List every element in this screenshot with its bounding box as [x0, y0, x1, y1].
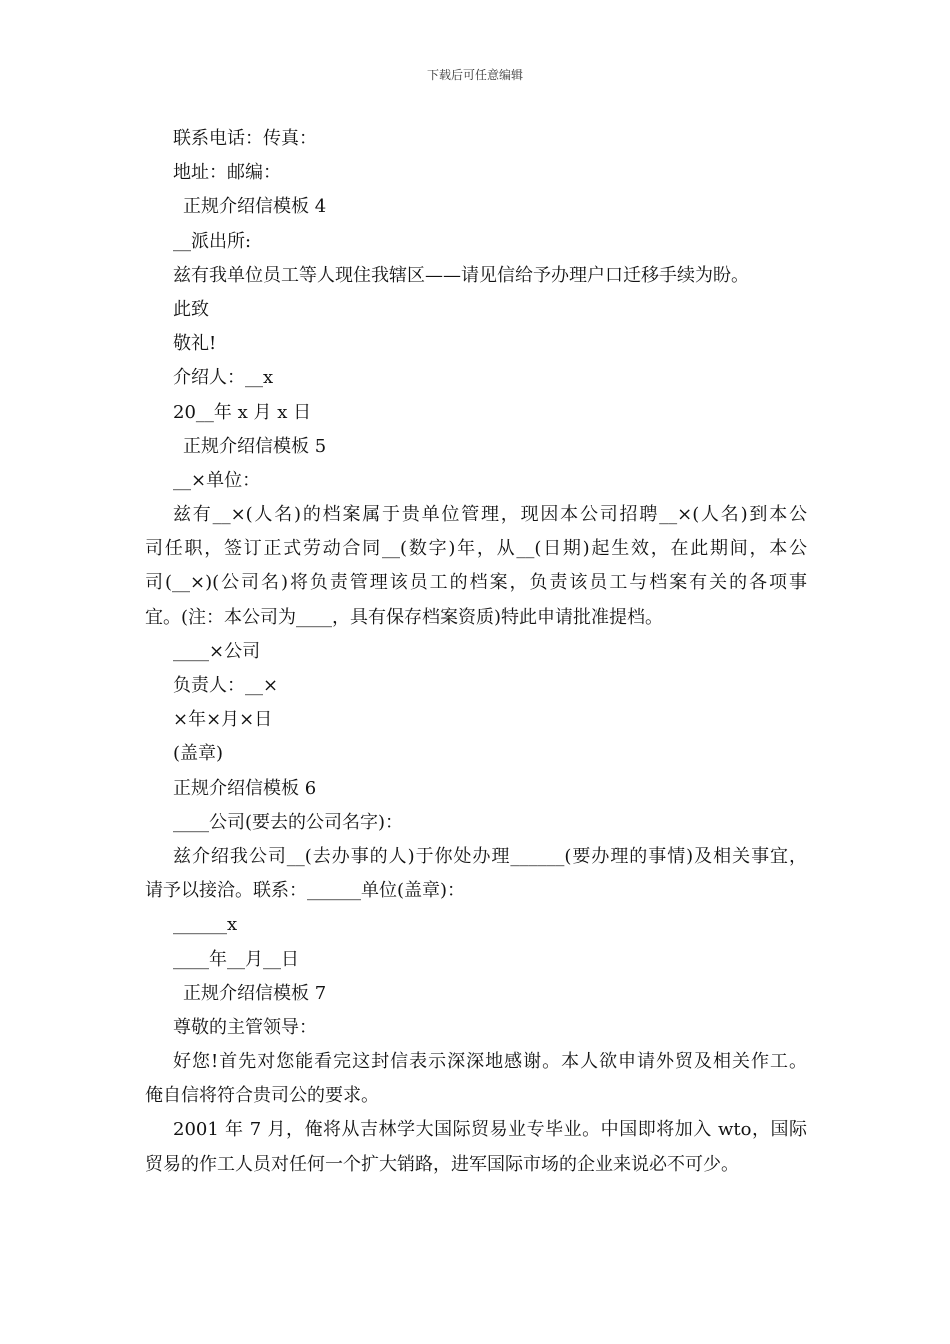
date-blank-line: ____年__月__日 [173, 948, 299, 970]
contact-phone-fax-line: 联系电话：传真： [173, 128, 317, 149]
template-7-heading: 正规介绍信模板 7 [183, 982, 327, 1004]
responsible-person-line: 负责人：__× [173, 675, 279, 696]
page-header: 下载后可任意编辑 [426, 68, 523, 82]
company-signature: ____×公司 [173, 640, 261, 662]
police-station-salutation: __派出所: [173, 230, 252, 252]
template-4-heading: 正规介绍信模板 4 [183, 196, 327, 218]
template-5-body-line-1: 兹有__×(人名)的档案属于贵单位管理，现因本公司招聘__×(人名)到本公 [173, 504, 807, 526]
signature-blank: ______x [173, 914, 238, 936]
template-5-body-line-3: 司(__×)(公司名)将负责管理该员工的档案，负责该员工与档案有关的各项事 [145, 572, 807, 594]
seal-line: (盖章) [173, 743, 224, 765]
template-5-body-line-2: 司任职，签订正式劳动合同__(数字)年，从__(日期)起生效，在此期间，本公 [145, 538, 807, 560]
document-body [145, 122, 807, 1182]
template-7-para-2-line-1: 2001 年 7 月，俺将从吉林学大国际贸易业专毕业。中国即将加入 wto，国际 [173, 1119, 807, 1141]
closing-cizhi: 此致 [173, 298, 209, 320]
date-line-2: ×年×月×日 [173, 709, 273, 731]
closing-jingli: 敬礼! [173, 333, 217, 355]
template-6-body-line-1: 兹介绍我公司__(去办事的人)于你处办理______(要办理的事情)及相关事宜， [173, 845, 807, 867]
template-5-heading: 正规介绍信模板 5 [183, 435, 327, 457]
template-6-heading: 正规介绍信模板 6 [173, 777, 317, 799]
template-5-body-line-4: 宜。(注：本公司为____，具有保存档案资质)特此申请批准提档。 [145, 606, 664, 628]
template-7-para-2-line-2: 贸易的作工人员对任何一个扩大销路，进军国际市场的企业来说必不可少。 [145, 1153, 739, 1175]
date-line: 20__年 x 月 x 日 [173, 401, 312, 423]
supervisor-salutation: 尊敬的主管领导： [173, 1016, 317, 1038]
introducer-line: 介绍人：__x [173, 367, 274, 389]
company-salutation: ____公司(要去的公司名字)： [173, 811, 404, 833]
address-postcode-line: 地址：邮编： [173, 162, 281, 184]
template-7-para-1-line-2: 俺自信将符合贵司公的要求。 [145, 1085, 379, 1107]
unit-salutation: __×单位： [173, 469, 261, 491]
template-4-body: 兹有我单位员工等人现住我辖区——请见信给予办理户口迁移手续为盼。 [173, 264, 749, 286]
template-6-body-line-2: 请予以接洽。联系：______单位(盖章)： [145, 880, 466, 902]
template-7-para-1-line-1: 好您!首先对您能看完这封信表示深深地感谢。本人欲申请外贸及相关作工。 [173, 1051, 807, 1073]
